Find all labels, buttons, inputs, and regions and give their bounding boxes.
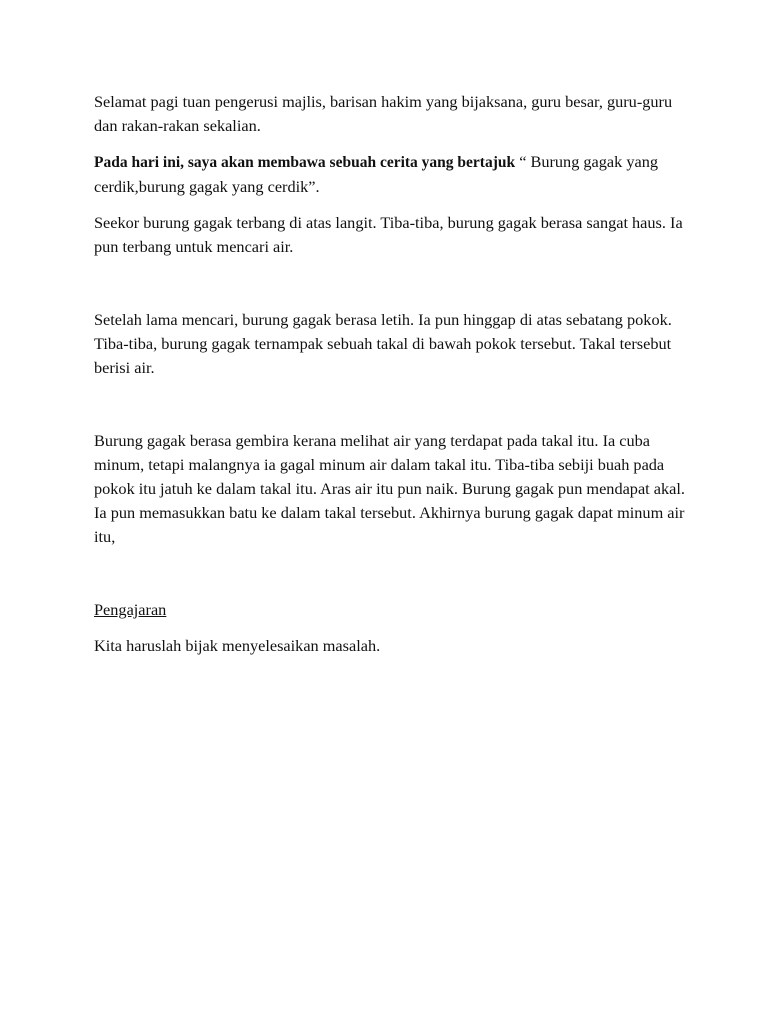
moral-heading: Pengajaran: [94, 600, 167, 619]
document-page: [94, 90, 694, 658]
greeting-paragraph: Selamat pagi tuan pengerusi majlis, barisan hakim yang bijaksana, guru besar, guru-guru dan rakan-rakan sekalian.: [94, 92, 673, 135]
story-paragraph-1: Seekor burung gagak terbang di atas langit. Tiba-tiba, burung gagak berasa sangat haus. Ia pun terbang untuk mencari air.: [94, 213, 683, 256]
story-paragraph-3: Burung gagak berasa gembira kerana melihat air yang terdapat pada takal itu. Ia cuba minum, tetapi malangnya ia gagal minum air dalam takal itu. Tiba-tiba sebiji buah pada pokok itu jatuh ke dalam takal itu. Aras air itu pun naik. Burung gagak pun mendapat akal. Ia pun memasukkan batu ke dalam takal tersebut. Akhirnya burung gagak dapat minum air itu,: [94, 431, 685, 546]
story-title-text: “ Burung gagak yang cerdik,burung gagak yang cerdik”.: [94, 152, 658, 196]
story-paragraph-2: Setelah lama mencari, burung gagak berasa letih. Ia pun hinggap di atas sebatang pokok. Tiba-tiba, burung gagak ternampak sebuah takal di bawah pokok tersebut. Takal tersebut berisi air.: [94, 310, 672, 377]
intro-paragraph: [94, 150, 694, 199]
intro-bold-text: Pada hari ini, saya akan membawa sebuah cerita yang bertajuk: [94, 154, 516, 171]
moral-text: Kita haruslah bijak menyelesaikan masalah.: [94, 636, 381, 655]
